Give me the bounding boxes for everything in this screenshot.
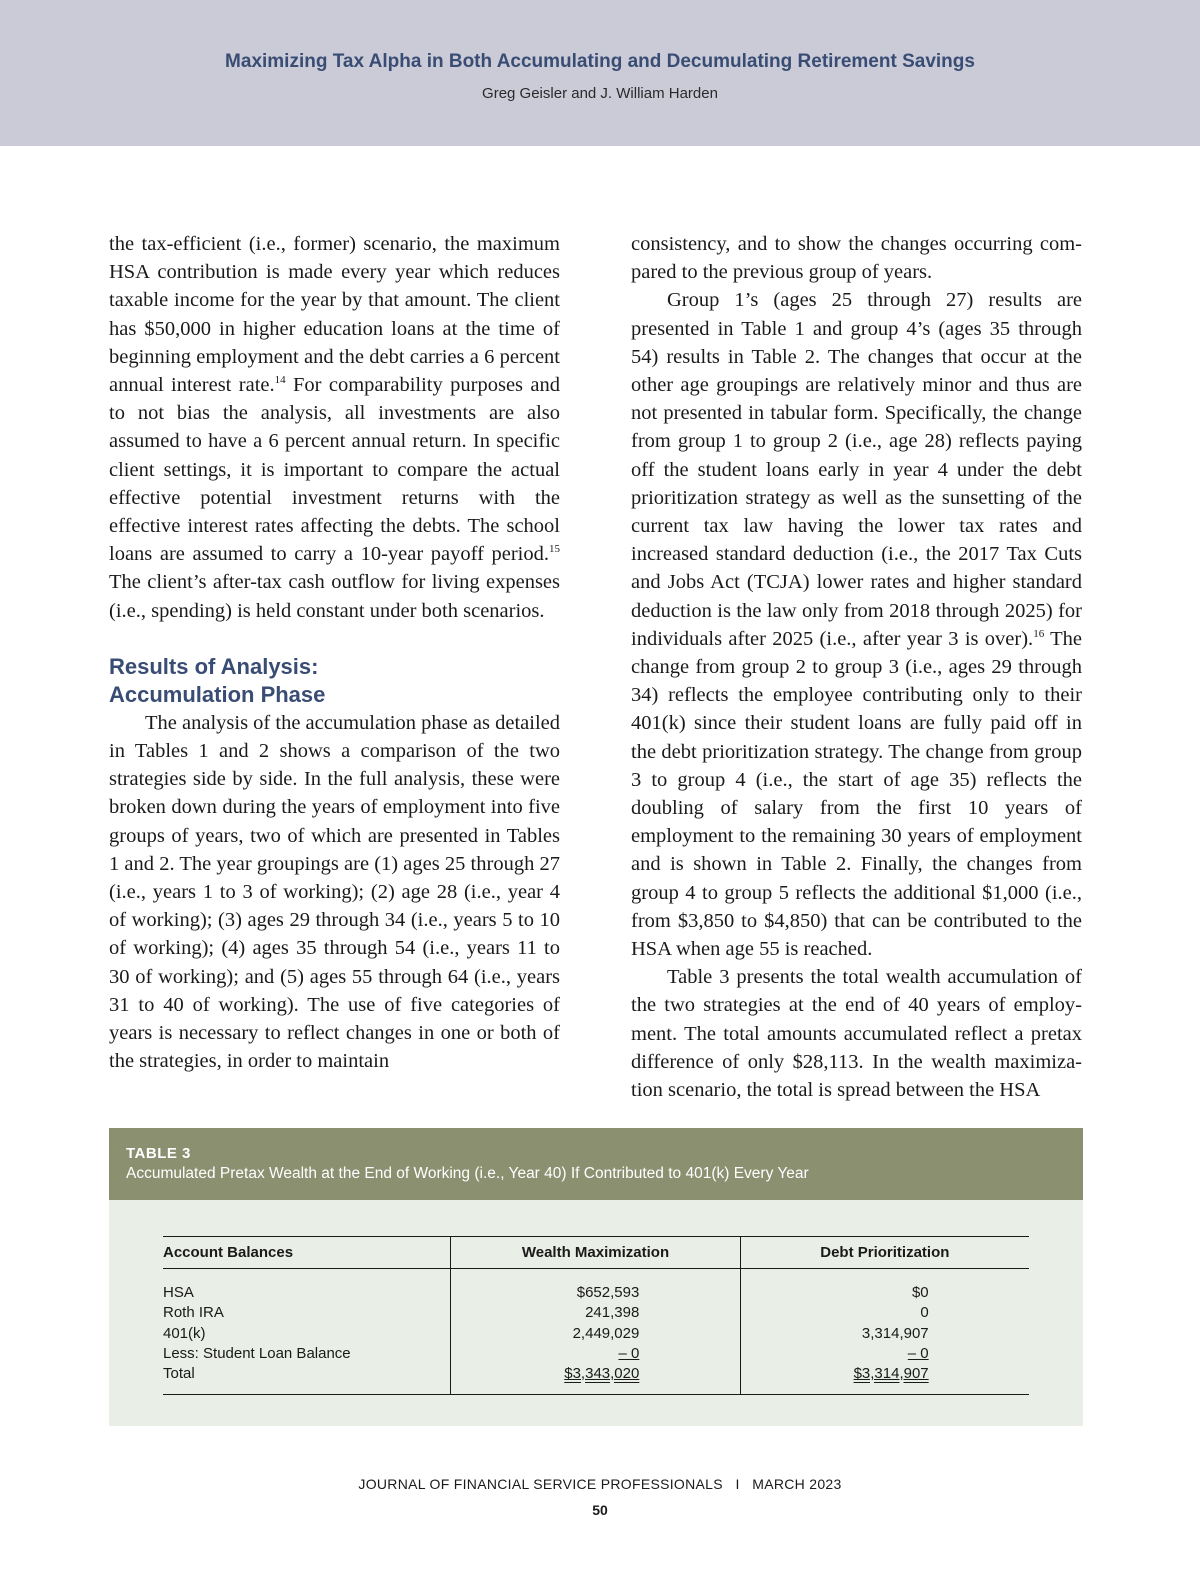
table-caption: Accumulated Pretax Wealth at the End of Working (i.e., Year 40) If Contributed to 401(k) Every Year bbox=[126, 1165, 809, 1182]
paragraph: Table 3 presents the total wealth accumulation of the two strategies at the end of 40 years of employment. The total amounts accumulated reflect a pretax difference of only $28,113. In the wealth maximization scenario, the total is spread between the HSA bbox=[631, 966, 1082, 1102]
paragraph: The analysis of the accumulation phase as detailed in Tables 1 and 2 shows a comparison of the two strategies side by side. In the full analysis, these were broken down during the years of employment into five groups of years, two of which are presented in Tables 1 and 2. The year groupings are (1) ages 25 through 27 (i.e., years 1 to 3 of working); (2) age 28 (i.e., year 4 of working); (3) ages 29 through 34 (i.e., years 5 to 10 of working); (4) ages 35 through 54 (i.e., years 11 to 30 of working); and (5) ages 55 through 64 (i.e., years 31 to 40 of working). The use of five categories of years is necessary to reflect changes in one or both of the strategies, in order to maintain bbox=[109, 711, 560, 1073]
wealth-maximization-column bbox=[451, 1269, 740, 1395]
cell-value: 2,449,029 bbox=[572, 1324, 640, 1342]
right-column bbox=[631, 230, 1082, 1104]
row-label: Less: Student Loan Balance bbox=[163, 1344, 351, 1362]
paragraph: Group 1’s (ages 25 through 27) results are presented in Table 1 and group 4’s (ages 35 through 54) results in Table 2. The changes that occur at the other age groupings are relatively minor and thus are not presented in tabular form. Specifically, the change from group 1 to group 2 (i.e., age 28) reflects paying off the student loans early in year 4 under the debt prioritization strategy as well as the sunsetting of the current tax law having the lower tax rates and increased standard deduction (i.e., the 2017 Tax Cuts and Jobs Act (TCJA) lower rates and higher standard deduction is the law only from 2018 through 2025) for individuals after 2025 (i.e., after year 3 is over).$^{16}$ The change from group 2 to group 3 (i.e., ages 29 through 34) reflects the employee contributing only to their 401(k) since their student loans are fully paid off in the debt prioritization strategy. The change from group 3 to group 4 (i.e., the start of age 35) reflects the doubling of salary from the first 10 years of employment to the remaining 30 years of employment and is shown in Table 2. Finally, the changes from group 4 to group 5 reflects the additional $1,000 (i.e., from $3,850 to $4,850) that can be contributed to the HSA when age 55 is reached. bbox=[631, 289, 1082, 961]
footnote-ref[interactable]: 15 bbox=[549, 543, 560, 556]
row-label: Roth IRA bbox=[163, 1304, 224, 1322]
table-header-row bbox=[163, 1237, 1029, 1269]
row-label: Total bbox=[163, 1365, 195, 1383]
cell-value: – 0 bbox=[907, 1344, 929, 1362]
footnote-ref[interactable]: 14 bbox=[274, 374, 286, 387]
table-3 bbox=[109, 1128, 1083, 1426]
article-title: Maximizing Tax Alpha in Both Accumulating and Decumulating Retirement Savings bbox=[225, 51, 975, 72]
page-header bbox=[0, 0, 1200, 146]
cell-value: 241,398 bbox=[585, 1304, 640, 1322]
table-body bbox=[163, 1269, 1029, 1395]
cell-value-total: $3,314,907 bbox=[853, 1365, 929, 1383]
page-number: 50 bbox=[592, 1502, 608, 1518]
left-column bbox=[109, 230, 560, 1075]
cell-value: 3,314,907 bbox=[861, 1324, 929, 1342]
cell-value: $0 bbox=[911, 1284, 929, 1301]
table-banner bbox=[109, 1128, 1083, 1200]
debt-prioritization-column bbox=[740, 1269, 1029, 1395]
footnote-ref[interactable]: 16 bbox=[1033, 628, 1045, 641]
cell-value: $652,593 bbox=[576, 1284, 640, 1301]
table-label: TABLE 3 bbox=[126, 1145, 191, 1162]
paragraph: the tax-efficient (i.e., former) scenario, the maximum HSA contribution is made every year which reduces taxable income for the year by that amount. The client has $50,000 in higher education loans at the time of beginning employment and the debt carries a 6 percent annual interest rate.$^{14}$ For comparability purposes and to not bias the analysis, all investments are also assumed to have a 6 percent annual return. In specific client settings, it is important to compare the actual effective potential investment returns with the effective interest rates affecting the debts. The school loans are assumed to carry a 10-year payoff period.$^{15}$ The client’s after-tax cash outflow for living expenses (i.e., spending) is held constant under both scenarios. bbox=[109, 233, 561, 622]
column-header: Wealth Maximization bbox=[451, 1237, 740, 1269]
section-heading: Results of Analysis: Accumulation Phase bbox=[109, 653, 326, 707]
journal-footer: JOURNAL OF FINANCIAL SERVICE PROFESSIONALS I MARCH 2023 bbox=[358, 1476, 842, 1492]
label-column bbox=[163, 1269, 451, 1395]
row-label: HSA bbox=[163, 1284, 194, 1301]
article-authors: Greg Geisler and J. William Harden bbox=[482, 85, 718, 102]
cell-value: 0 bbox=[920, 1304, 929, 1322]
row-label: 401(k) bbox=[163, 1324, 206, 1342]
cell-value: – 0 bbox=[618, 1344, 640, 1362]
table-3-data bbox=[163, 1236, 1029, 1395]
paragraph: consistency, and to show the changes occurring compared to the previous group of years. bbox=[631, 233, 1082, 284]
cell-value-total: $3,343,020 bbox=[564, 1365, 640, 1383]
column-header: Debt Prioritization bbox=[740, 1237, 1029, 1269]
column-header: Account Balances bbox=[163, 1237, 451, 1269]
